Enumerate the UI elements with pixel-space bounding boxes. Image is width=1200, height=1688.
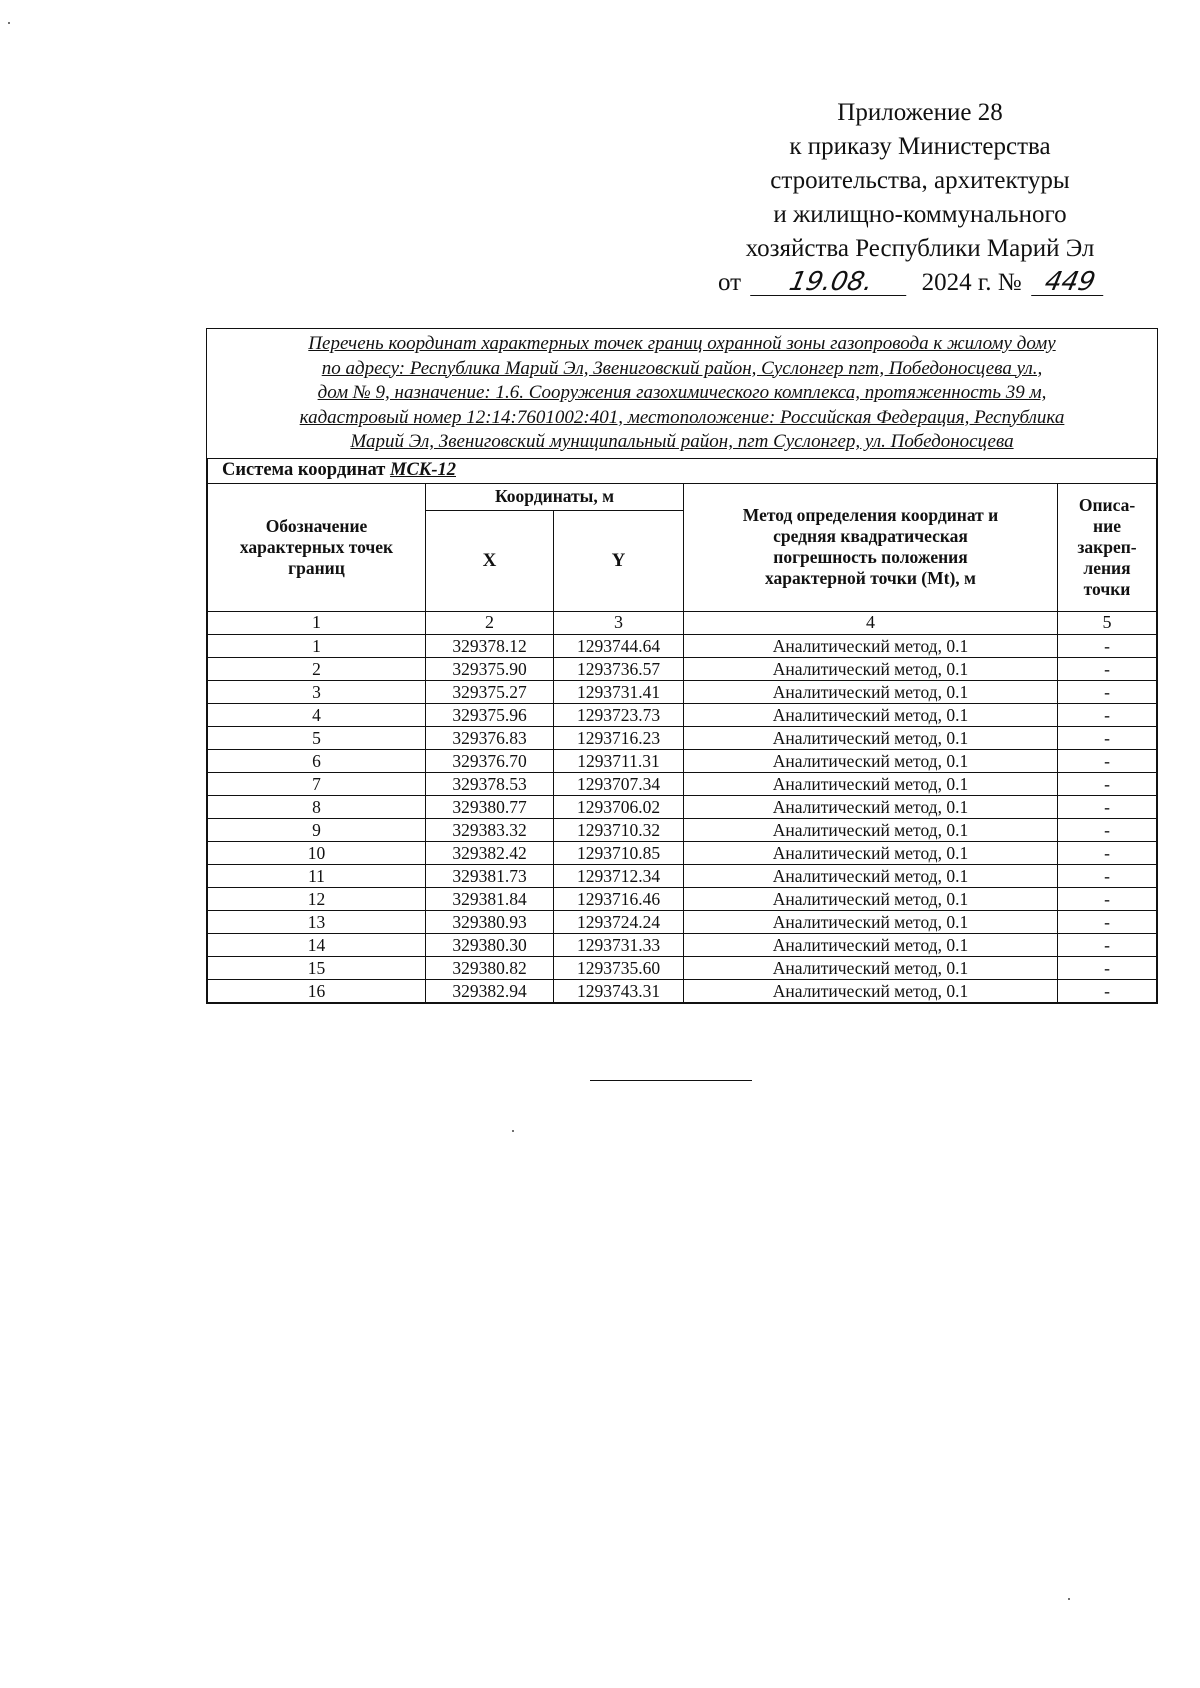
cell-point: 2	[208, 657, 426, 680]
list-title-line: кадастровый номер 12:14:7601002:401, местоположение: Российская Федерация, Республика	[299, 406, 1065, 428]
cell-method: Аналитический метод, 0.1	[684, 841, 1058, 864]
appendix-block	[700, 96, 1140, 300]
cell-y: 1293706.02	[554, 795, 684, 818]
header-method-line: погрешность положения	[773, 547, 968, 567]
handwritten-order-number: 449	[1031, 269, 1109, 296]
cell-desc: -	[1058, 818, 1157, 841]
list-title-line: по адресу: Республика Марий Эл, Звениговский район, Суслонгер пгт, Победоносцева ул.,	[321, 357, 1043, 379]
header-point-line: границ	[288, 557, 345, 578]
closing-rule	[590, 1080, 752, 1081]
cell-desc: -	[1058, 680, 1157, 703]
cell-desc: -	[1058, 956, 1157, 979]
scan-speck	[8, 22, 10, 24]
appendix-line: хозяйства Республики Марий Эл	[745, 235, 1095, 262]
cell-method: Аналитический метод, 0.1	[684, 956, 1058, 979]
header-point-line: характерных точек	[239, 536, 394, 557]
cell-method: Аналитический метод, 0.1	[684, 910, 1058, 933]
header-y: Y	[554, 510, 684, 611]
cell-x: 329381.84	[426, 887, 554, 910]
cell-desc: -	[1058, 795, 1157, 818]
cell-x: 329380.93	[426, 910, 554, 933]
cell-x: 329380.30	[426, 933, 554, 956]
column-numbers-row	[208, 611, 1157, 634]
cell-method: Аналитический метод, 0.1	[684, 749, 1058, 772]
header-description-line: Описа-	[1078, 494, 1136, 515]
cell-x: 329376.70	[426, 749, 554, 772]
cell-x: 329380.77	[426, 795, 554, 818]
table-row	[208, 910, 1157, 933]
table-row	[208, 749, 1157, 772]
column-number: 3	[554, 611, 684, 634]
cell-method: Аналитический метод, 0.1	[684, 795, 1058, 818]
header-method-line: средняя квадратическая	[773, 526, 968, 546]
header-description-line: ние	[1093, 515, 1121, 536]
cell-y: 1293723.73	[554, 703, 684, 726]
table-row	[208, 680, 1157, 703]
cell-y: 1293731.33	[554, 933, 684, 956]
cell-desc: -	[1058, 749, 1157, 772]
table-row	[208, 726, 1157, 749]
cell-point: 9	[208, 818, 426, 841]
cell-y: 1293716.46	[554, 887, 684, 910]
cell-point: 10	[208, 841, 426, 864]
scan-speck	[512, 1130, 514, 1132]
table-row	[208, 864, 1157, 887]
cell-point: 1	[208, 634, 426, 657]
table-row	[208, 887, 1157, 910]
table-body	[208, 634, 1157, 1002]
cell-method: Аналитический метод, 0.1	[684, 657, 1058, 680]
cell-y: 1293743.31	[554, 979, 684, 1002]
header-row-1	[208, 483, 1157, 510]
cell-x: 329382.94	[426, 979, 554, 1002]
cell-method: Аналитический метод, 0.1	[684, 887, 1058, 910]
cell-y: 1293735.60	[554, 956, 684, 979]
header-x: X	[426, 510, 554, 611]
cell-x: 329381.73	[426, 864, 554, 887]
table-row	[208, 703, 1157, 726]
appendix-line: к приказу Министерства	[789, 133, 1051, 160]
year-text: 2024 г. №	[921, 269, 1022, 296]
coordinates-table	[207, 459, 1157, 1003]
table-row	[208, 933, 1157, 956]
cell-x: 329375.90	[426, 657, 554, 680]
cell-method: Аналитический метод, 0.1	[684, 634, 1058, 657]
cell-desc: -	[1058, 703, 1157, 726]
cell-x: 329378.12	[426, 634, 554, 657]
cell-point: 13	[208, 910, 426, 933]
order-date-line	[700, 266, 1140, 300]
cell-y: 1293710.85	[554, 841, 684, 864]
header-point	[208, 483, 426, 611]
coordinate-system-row	[208, 459, 1157, 484]
cell-y: 1293731.41	[554, 680, 684, 703]
column-number: 4	[684, 611, 1058, 634]
header-description-line: ления	[1083, 557, 1131, 578]
cell-y: 1293710.32	[554, 818, 684, 841]
cell-x: 329380.82	[426, 956, 554, 979]
appendix-line: Приложение 28	[837, 99, 1003, 126]
table-row	[208, 657, 1157, 680]
cell-method: Аналитический метод, 0.1	[684, 772, 1058, 795]
list-title-line: Марий Эл, Звениговский муниципальный район, пгт Суслонгер, ул. Победоносцева	[350, 431, 1014, 452]
cell-method: Аналитический метод, 0.1	[684, 680, 1058, 703]
cell-point: 8	[208, 795, 426, 818]
cell-desc: -	[1058, 657, 1157, 680]
header-method-line: характерной точки (Mt), м	[765, 568, 976, 588]
scan-speck	[1068, 1598, 1070, 1600]
header-method	[684, 483, 1058, 611]
cell-point: 14	[208, 933, 426, 956]
cell-x: 329375.27	[426, 680, 554, 703]
cell-point: 15	[208, 956, 426, 979]
cell-y: 1293736.57	[554, 657, 684, 680]
table-row	[208, 979, 1157, 1002]
cell-y: 1293744.64	[554, 634, 684, 657]
handwritten-date: 19.08.	[750, 269, 912, 296]
table-row	[208, 841, 1157, 864]
cell-y: 1293716.23	[554, 726, 684, 749]
column-number: 5	[1058, 611, 1157, 634]
coordinate-system-name: МСК-12	[390, 460, 456, 480]
cell-point: 11	[208, 864, 426, 887]
appendix-line: и жилищно-коммунального	[773, 201, 1067, 228]
cell-point: 3	[208, 680, 426, 703]
cell-method: Аналитический метод, 0.1	[684, 818, 1058, 841]
list-title	[207, 329, 1157, 459]
cell-y: 1293711.31	[554, 749, 684, 772]
list-title-line: дом № 9, назначение: 1.6. Сооружения газохимического комплекса, протяженность 39 м,	[317, 382, 1047, 403]
list-title-line: Перечень координат характерных точек границ охранной зоны газопровода к жилому дому	[308, 333, 1056, 354]
header-description-line: точки	[1083, 578, 1131, 599]
header-point-line: Обозначение	[265, 515, 368, 536]
cell-desc: -	[1058, 841, 1157, 864]
cell-method: Аналитический метод, 0.1	[684, 979, 1058, 1002]
coordinate-system-label: Система координат	[222, 460, 386, 480]
cell-y: 1293707.34	[554, 772, 684, 795]
cell-point: 12	[208, 887, 426, 910]
date-prefix: от	[718, 269, 742, 296]
cell-point: 6	[208, 749, 426, 772]
cell-method: Аналитический метод, 0.1	[684, 864, 1058, 887]
cell-x: 329383.32	[426, 818, 554, 841]
header-method-line: Метод определения координат и	[742, 505, 999, 525]
cell-point: 7	[208, 772, 426, 795]
cell-desc: -	[1058, 979, 1157, 1002]
table-row	[208, 956, 1157, 979]
appendix-line: строительства, архитектуры	[770, 167, 1070, 194]
coordinate-system-cell	[208, 459, 1157, 484]
cell-method: Аналитический метод, 0.1	[684, 726, 1058, 749]
table-row	[208, 772, 1157, 795]
cell-x: 329382.42	[426, 841, 554, 864]
table-row	[208, 818, 1157, 841]
cell-desc: -	[1058, 910, 1157, 933]
cell-method: Аналитический метод, 0.1	[684, 933, 1058, 956]
cell-desc: -	[1058, 864, 1157, 887]
cell-point: 4	[208, 703, 426, 726]
cell-x: 329378.53	[426, 772, 554, 795]
header-description	[1058, 483, 1157, 611]
column-number: 1	[208, 611, 426, 634]
cell-desc: -	[1058, 634, 1157, 657]
cell-point: 5	[208, 726, 426, 749]
cell-y: 1293724.24	[554, 910, 684, 933]
cell-desc: -	[1058, 726, 1157, 749]
table-row	[208, 634, 1157, 657]
cell-y: 1293712.34	[554, 864, 684, 887]
cell-x: 329375.96	[426, 703, 554, 726]
cell-x: 329376.83	[426, 726, 554, 749]
cell-desc: -	[1058, 887, 1157, 910]
cell-point: 16	[208, 979, 426, 1002]
table-row	[208, 795, 1157, 818]
cell-desc: -	[1058, 933, 1157, 956]
header-coordinates: Координаты, м	[426, 483, 684, 510]
cell-desc: -	[1058, 772, 1157, 795]
cell-method: Аналитический метод, 0.1	[684, 703, 1058, 726]
coordinates-table-frame	[206, 328, 1158, 1004]
header-description-line: закреп-	[1077, 536, 1137, 557]
column-number: 2	[426, 611, 554, 634]
